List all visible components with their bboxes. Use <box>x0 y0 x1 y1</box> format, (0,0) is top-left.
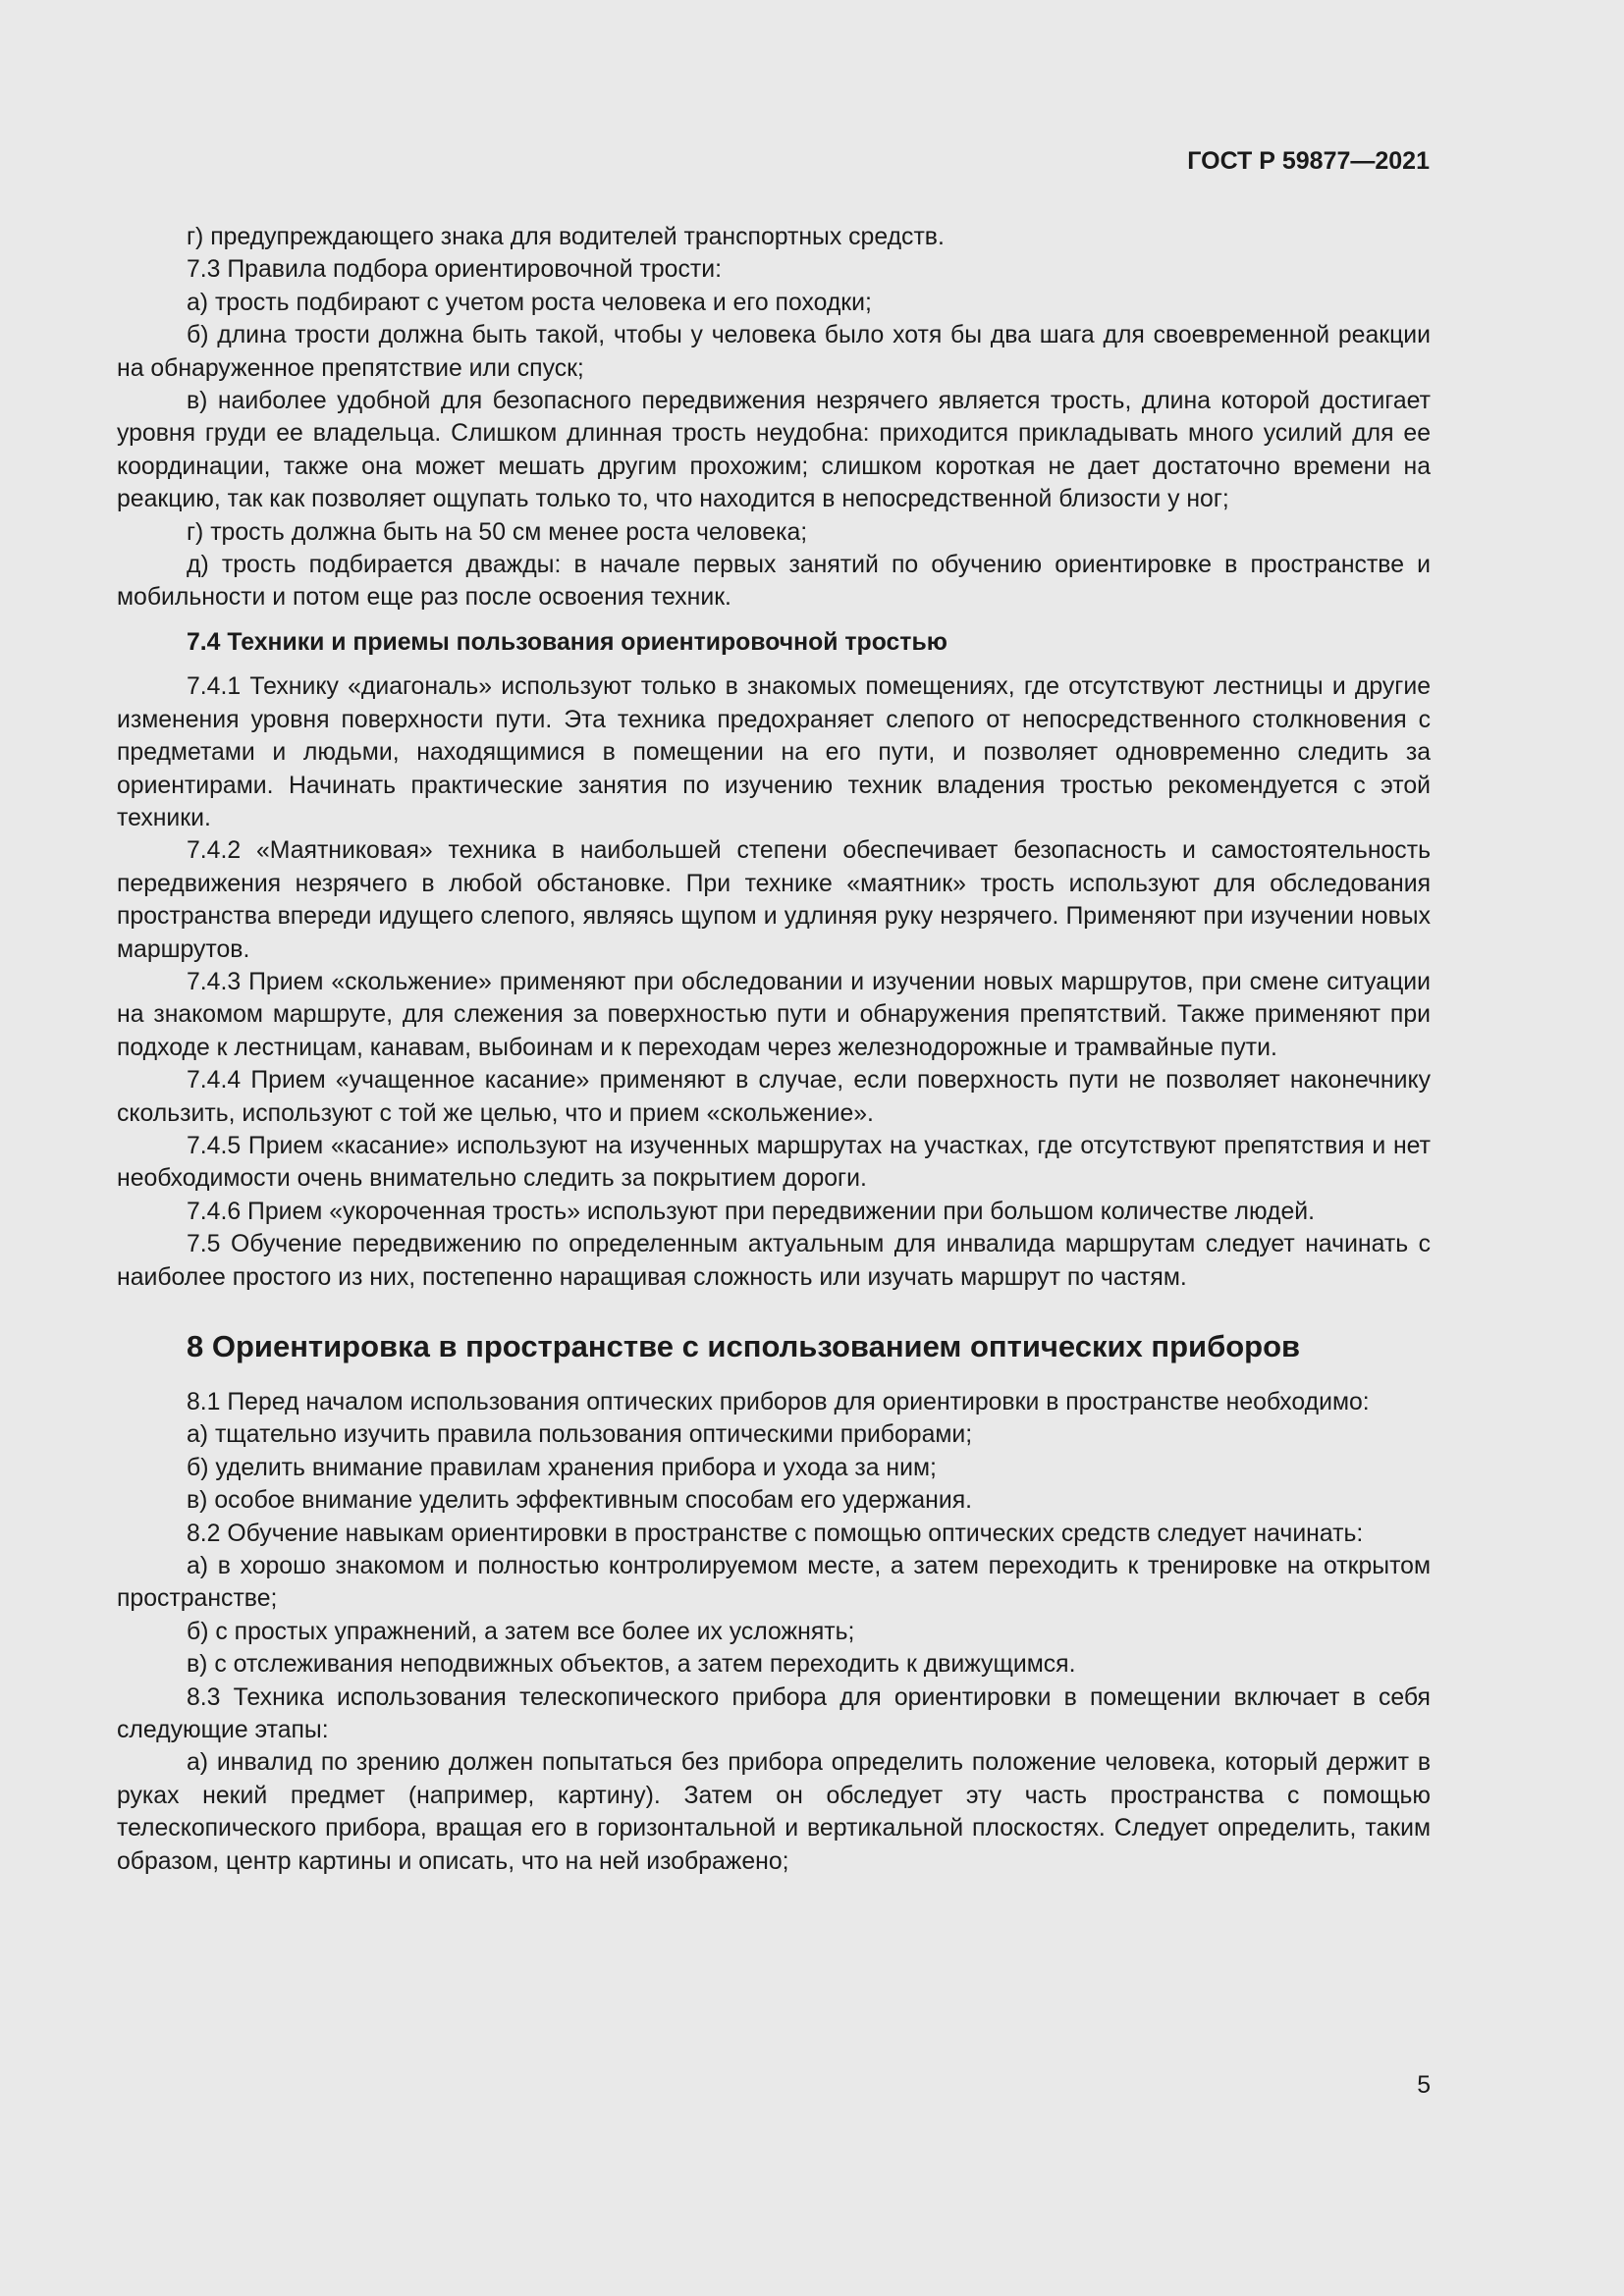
paragraph: а) в хорошо знакомом и полностью контролируемом месте, а затем переходить к тренировке на открытом пространстве; <box>117 1553 1431 1613</box>
paragraph: б) с простых упражнений, а затем все более их усложнять; <box>187 1618 855 1645</box>
paragraph: 7.5 Обучение передвижению по определенным актуальным для инвалида маршрутам следует начинать с наиболее простого из них, постепенно наращивая сложность или изучать маршрут по частям. <box>117 1231 1431 1291</box>
paragraph: 7.4.3 Прием «скольжение» применяют при обследовании и изучении новых маршрутов, при смене ситуации на знакомом маршруте, для слежения за поверхностью пути и обнаружения препятствий. Также применяют при подходе к лестницам, канавам, выбоинам и к переходам через железнодорожные и трамвайные пути. <box>117 968 1431 1061</box>
paragraph: в) с отслеживания неподвижных объектов, а затем переходить к движущимся. <box>187 1651 1076 1679</box>
paragraph: а) инвалид по зрению должен попытаться без прибора определить положение человека, который держит в руках некий предмет (например, картину). Затем он обследует эту часть пространства с помощью телескопического прибора, вращая его в горизонтальной и вертикальной плоскостях. Следует определить, таким образом, центр картины и описать, что на ней изображено; <box>117 1749 1431 1875</box>
paragraph: г) трость должна быть на 50 см менее роста человека; <box>187 518 808 546</box>
paragraph: б) длина трости должна быть такой, чтобы у человека было хотя бы два шага для своевременной реакции на обнаруженное препятствие или спуск; <box>117 322 1431 382</box>
paragraph: 8.3 Техника использования телескопического прибора для ориентировки в помещении включает в себя следующие этапы: <box>117 1683 1431 1744</box>
paragraph: 7.4.6 Прием «укороченная трость» используют при передвижении при большом количестве людей. <box>187 1198 1316 1225</box>
section-heading: 8 Ориентировка в пространстве с использованием оптических приборов <box>187 1329 1301 1363</box>
paragraph: б) уделить внимание правилам хранения прибора и ухода за ним; <box>187 1454 937 1481</box>
paragraph: в) наиболее удобной для безопасного передвижения незрячего является трость, длина которой достигает уровня груди ее владельца. Слишком длинная трость неудобна: приходится прикладывать много усилий для ее координации, также она может мешать другим прохожим; слишком короткая не дает достаточно времени на реакцию, так как позволяет ощупать только то, что находится в непосредственной близости у ног; <box>117 388 1431 513</box>
document-code: ГОСТ Р 59877—2021 <box>1187 147 1430 175</box>
paragraph: 7.3 Правила подбора ориентировочной трости: <box>187 256 722 284</box>
paragraph: 7.4.5 Прием «касание» используют на изученных маршрутах на участках, где отсутствуют препятствия и нет необходимости очень внимательно следить за покрытием дороги. <box>117 1132 1431 1193</box>
paragraph: 7.4.2 «Маятниковая» техника в наибольшей степени обеспечивает безопасность и самостоятельность передвижения незрячего в любой обстановке. При технике «маятник» трость используют для обследования пространства впереди идущего слепого, являясь щупом и удлиняя руку незрячего. Применяют при изучении новых маршрутов. <box>117 837 1431 963</box>
paragraph: д) трость подбирается дважды: в начале первых занятий по обучению ориентировке в пространстве и мобильности и потом еще раз после освоения техник. <box>117 552 1431 612</box>
paragraph: а) трость подбирают с учетом роста человека и его походки; <box>187 289 872 316</box>
paragraph: в) особое внимание уделить эффективным способам его удержания. <box>187 1487 973 1515</box>
paragraph: 7.4.4 Прием «учащенное касание» применяют в случае, если поверхность пути не позволяет наконечнику скользить, используют с той же целью, что и прием «скольжение». <box>117 1067 1431 1127</box>
paragraph: 8.2 Обучение навыкам ориентировки в пространстве с помощью оптических средств следует начинать: <box>187 1520 1364 1547</box>
document-body <box>117 221 1431 1878</box>
paragraph: г) предупреждающего знака для водителей транспортных средств. <box>187 224 945 250</box>
subsection-heading: 7.4 Техники и приемы пользования ориентировочной тростью <box>187 628 947 656</box>
page-number: 5 <box>1417 2072 1431 2099</box>
paragraph: а) тщательно изучить правила пользования оптическими приборами; <box>187 1421 973 1449</box>
paragraph: 8.1 Перед началом использования оптических приборов для ориентировки в пространстве необходимо: <box>187 1389 1370 1415</box>
paragraph: 7.4.1 Технику «диагональ» используют только в знакомых помещениях, где отсутствуют лестницы и другие изменения уровня поверхности пути. Эта техника предохраняет слепого от непосредственного столкновения с предметами и людьми, находящимися в помещении на его пути, и позволяет одновременно следить за ориентирами. Начинать практические занятия по изучению техник владения тростью рекомендуется с этой техники. <box>117 673 1431 831</box>
